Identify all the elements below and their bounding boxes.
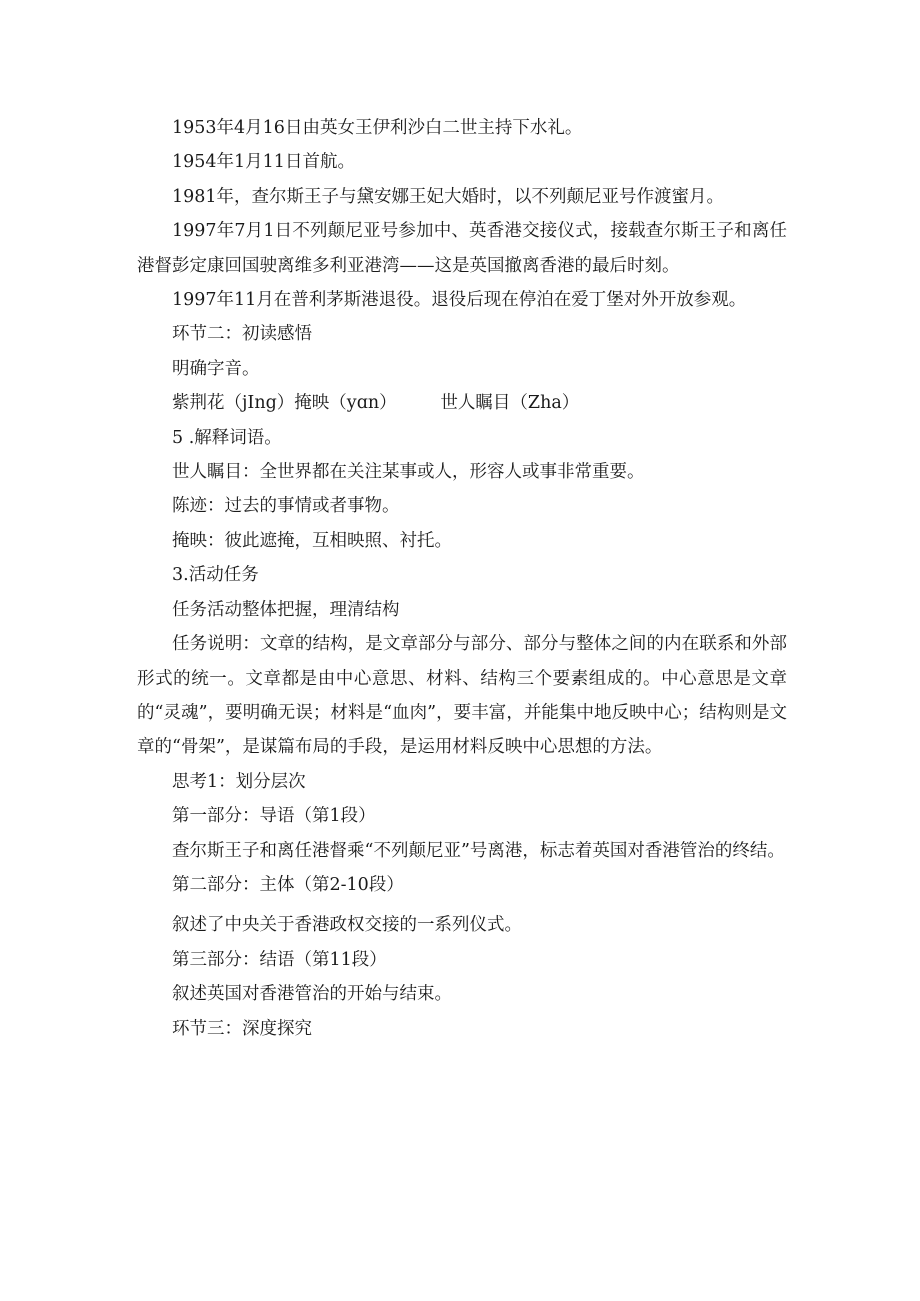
document-body [137,111,787,1046]
paragraph-part-2-summary: 叙述了中央关于香港政权交接的一系列仪式。 [172,915,522,936]
paragraph-activity-task: 3.活动任务 [172,565,259,586]
paragraph-task-overview: 任务活动整体把握，理清结构 [172,599,400,620]
paragraph-part-3-summary: 叙述英国对香港管治的开始与结束。 [172,984,452,1005]
paragraph-part-3: 第三部分：结语（第11段） [172,949,387,970]
section-heading-2: 环节二：初读感悟 [172,324,312,345]
definition-chenji: 陈迹：过去的事情或者事物。 [172,496,400,517]
paragraph-pinyin: 紫荆花（jIng）掩映（yɑn） 世人瞩目（Zha） [172,393,580,414]
definition-yanying: 掩映：彼此遮掩，互相映照、衬托。 [172,530,452,551]
paragraph-part-1: 第一部分：导语（第1段） [172,806,376,827]
paragraph-1997-retired: 1997年11月在普利茅斯港退役。退役后现在停泊在爱丁堡对外开放参观。 [172,290,747,311]
paragraph-part-2: 第二部分：主体（第2-10段） [172,874,404,895]
paragraph-explain-words: 5 .解释词语。 [172,427,282,448]
paragraph-task-description: 任务说明：文章的结构，是文章部分与部分、部分与整体之间的内在联系和外部形式的统一。文章都是由中心意思、材料、结构三个要素组成的。中心意思是文章的“灵魂”，要明确无误；材料是“血肉”，要丰富，并能集中地反映中心；结构则是文章的“骨架”，是谋篇布局的手段，是运用材料反映中心思想的方法。 [137,634,787,758]
paragraph-think-1: 思考1：划分层次 [172,771,306,792]
section-heading-3: 环节三：深度探究 [172,1018,312,1039]
paragraph-maiden-voyage: 1954年1月11日首航。 [172,152,355,173]
paragraph-pronunciation: 明确字音。 [172,358,260,379]
paragraph-part-1-summary: 查尔斯王子和离任港督乘“不列颠尼亚”号离港，标志着英国对香港管治的终结。 [172,840,785,861]
definition-shirenzhumu: 世人瞩目：全世界都在关注某事或人，形容人或事非常重要。 [172,462,645,483]
paragraph-1981: 1981年，查尔斯王子与黛安娜王妃大婚时，以不列颠尼亚号作渡蜜月。 [172,186,725,207]
paragraph-1997-handover: 1997年7月1日不列颠尼亚号参加中、英香港交接仪式，接载查尔斯王子和离任港督彭定康回国驶离维多利亚港湾——这是英国撤离香港的最后时刻。 [137,221,787,276]
paragraph-launch: 1953年4月16日由英女王伊利沙白二世主持下水礼。 [172,118,583,138]
